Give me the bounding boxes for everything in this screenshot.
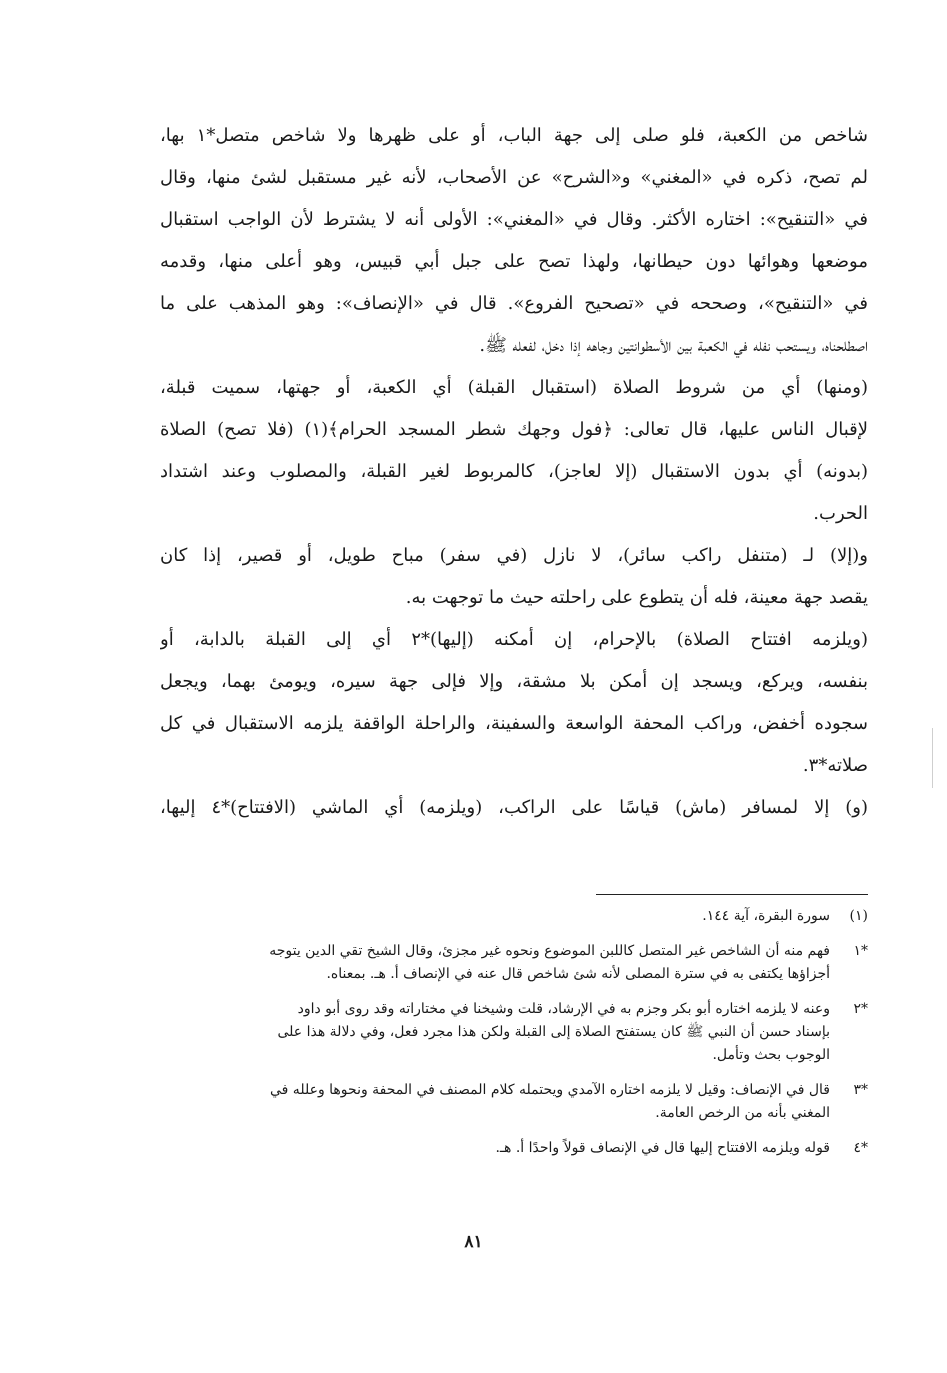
text-line: موضعها وهوائها دون حيطانها، ولهذا تصح على جبل أبي قبيس، وهو أعلى منها، وقدمه (160, 251, 868, 272)
text-line: (ومنها) أي من شروط الصلاة (استقبال القبلة) أي الكعبة، أو جهتها، سميت قبلة، (160, 377, 868, 398)
text-line: بنفسه، ويركع، ويسجد إن أمكن بلا مشقة، وإلا فإلى جهة سيره، ويومئ بهما، ويجعل (160, 671, 868, 692)
footnotes (160, 905, 868, 1172)
footnote (160, 1137, 868, 1160)
text-line: صلاته*٣. (802, 755, 868, 776)
footnote-body (160, 998, 830, 1067)
footnote-body (160, 905, 830, 928)
footnote-mark: (١) (849, 908, 868, 924)
text-line: الحرب. (813, 503, 868, 524)
footnote-line: وعنه لا يلزمه اختاره أبو بكر وجزم به في الإرشاد، قلت وشيخنا في مختاراته وقد روى أبو داود (297, 1001, 830, 1017)
footnote-line: سورة البقرة، آية ١٤٤. (702, 908, 830, 924)
footnote-line: قوله ويلزمه الافتتاح إليها قال في الإنصاف قولاً واحدًا أ. هـ. (495, 1140, 830, 1156)
footnote-body (160, 940, 830, 986)
margin-mark (932, 728, 933, 788)
footnote-line: الوجوب بحث وتأمل. (712, 1047, 830, 1063)
text-line: (ويلزمه افتتاح الصلاة) بالإحرام، إن أمكنه (إليها)*٢ أي إلى القبلة بالدابة، أو (160, 629, 868, 650)
footnote-line: أجزاؤها يكتفى به في سترة المصلى لأنه شئ شاخص قال عنه في الإنصاف أ. هـ. بمعناه. (326, 966, 830, 982)
text-line: و(إلا) لـ (متنفل راكب سائر)، لا نازل (في سفر) مباح طويل، أو قصير، إذا كان (160, 545, 868, 566)
footnote-mark: *٣ (853, 1082, 868, 1098)
footnote (160, 998, 868, 1067)
footnote (160, 940, 868, 986)
footnote (160, 1079, 868, 1125)
text-line: في «التنقيح»: اختاره الأكثر. وقال في «المغني»: الأولى أنه لا يشترط لأن الواجب استقبال (160, 209, 868, 230)
footnote-line: المغني بأنه من الرخص العامة. (655, 1105, 830, 1121)
footnote-mark: *١ (853, 943, 868, 959)
text-line: لإقبال الناس عليها، قال تعالى: ﴿فول وجهك شطر المسجد الحرام﴾(١) (فلا تصح) الصلاة (160, 419, 868, 440)
footnote-line: بإسناد حسن أن النبي ﷺ كان يستفتح الصلاة إلى القبلة ولكن هذا مجرد فعل، وفي دلالة هذا على (277, 1024, 830, 1040)
text-line: يقصد جهة معينة، فله أن يتطوع على راحلته حيث ما توجهت به. (405, 587, 868, 608)
text-line: لم تصح، ذكره في «المغني» و«الشرح» عن الأصحاب، لأنه غير مستقبل لشئ منها، وقال (160, 167, 868, 188)
footnote-line: فهم منه أن الشاخص غير المتصل كاللبن الموضوع ونحوه غير مجزئ، وقال الشيخ تقي الدين يتوجه (269, 943, 830, 959)
page-number: ٨١ (464, 1232, 483, 1252)
text-line: (بدونه) أي بدون الاستقبال (إلا لعاجز)، كالمربوط لغير القبلة، والمصلوب وعند اشتداد (160, 461, 868, 482)
footnote-divider (596, 894, 868, 895)
footnote-mark: *٢ (853, 1001, 868, 1017)
footnote (160, 905, 868, 928)
text-line: (و) إلا لمسافر (ماش) قياسًا على الراكب، (ويلزمه) أي الماشي (الافتتاح)*٤ إليها، (160, 797, 868, 818)
text-line: اصطلحناه، ويستحب نفله في الكعبة بين الأسطوانتين وجاهه إذا دخل، لفعله ﷺ. (479, 335, 868, 356)
footnote-body (160, 1137, 830, 1160)
footnote-mark: *٤ (853, 1140, 868, 1156)
text-line: في «التنقيح»، وصححه في «تصحيح الفروع». قال في «الإنصاف»: وهو المذهب على ما (160, 293, 868, 314)
text-line: شاخص من الكعبة، فلو صلى إلى جهة الباب، أو على ظهرها ولا شاخص متصل*١ بها، (160, 125, 868, 146)
footnote-line: قال في الإنصاف: وقيل لا يلزمه اختاره الآمدي ويحتمله كلام المصنف في المحفة ونحوها وعلله في (270, 1082, 830, 1098)
footnote-body (160, 1079, 830, 1125)
text-line: سجوده أخفض، وراكب المحفة الواسعة والسفينة، والراحلة الواقفة يلزمه الاستقبال في كل (160, 713, 868, 734)
main-text (160, 115, 868, 829)
